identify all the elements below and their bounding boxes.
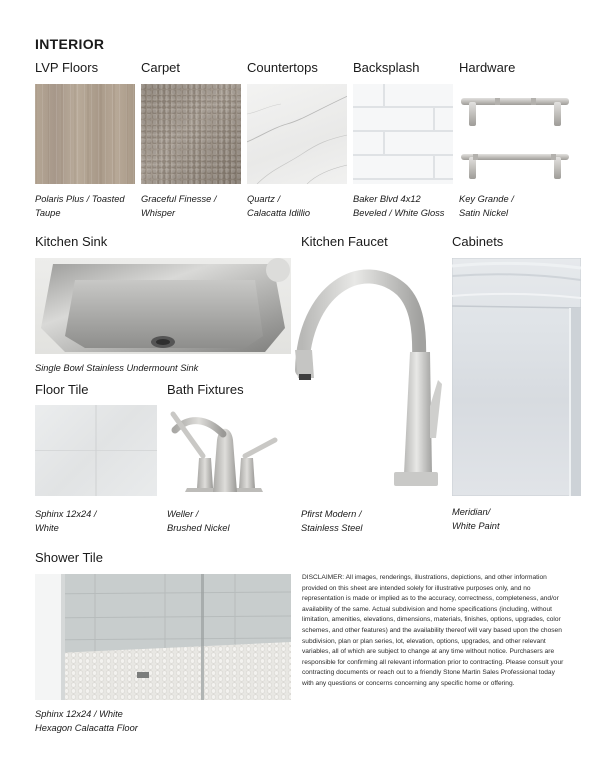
disclaimer-text: DISCLAIMER: All images, renderings, illustrations, depictions, and other information provided on this sheet are intended solely for illustrative purposes only, and no representation is made or implied as to the accuracy, correctness, completeness, and/or availability of the same. Actual subdivision and home specifications (including, without limitation, amenities, elevations, dimensions, materials, finishes, options, upgrades, color schemes, and other features) and the availability thereof will vary based upon the chosen subdivision, plan or plan series, lot, elevation, options, upgrades, and other relevant variables, all of which are subject to change at any time without notice. Purchasers are responsible for confirming all relevant information prior to contracting. Please consult your contracting documents or reach out to a friendly Stone Martin Sales Professional today with any questions or concerns concerning any specific home or offering. [302,574,564,687]
floor-tile-swatch [35,405,157,496]
kitchen-faucet-caption [301,508,363,535]
caption-line: Sphinx 12x24 / [35,509,97,519]
kitchen-faucet-image [292,260,444,496]
hardware-heading: Hardware [459,60,516,75]
caption-line: Stainless Steel [301,522,363,533]
shower-tile-image [35,574,291,700]
carpet-caption [141,193,216,220]
caption-line: Sphinx 12x24 / White [35,709,123,719]
caption-line: Meridian/ [452,507,491,517]
caption-line: Key Grande / [459,194,514,204]
caption-line: Beveled / White Gloss [353,207,445,218]
bath-fixtures-caption [167,508,230,535]
countertops-heading: Countertops [247,60,318,75]
shower-tile-heading: Shower Tile [35,550,103,565]
kitchen-faucet-heading: Kitchen Faucet [301,234,388,249]
caption-line: White Paint [452,520,500,531]
countertops-caption [247,193,310,220]
carpet-heading: Carpet [141,60,181,75]
caption-line: Weller / [167,509,199,519]
quartz-countertop-swatch [247,84,347,184]
backsplash-heading: Backsplash [353,60,420,75]
caption-line: Quartz / [247,194,281,204]
caption-line: Pfirst Modern / [301,509,362,519]
kitchen-sink-heading: Kitchen Sink [35,234,108,249]
backsplash-caption [353,193,444,220]
hardware-pulls-image [459,84,571,184]
cabinet-door-image [452,258,581,496]
caption-line: Taupe [35,207,61,218]
floor-tile-caption [35,508,97,535]
kitchen-sink-caption [35,362,198,376]
caption-line: Baker Blvd 4x12 [353,194,421,204]
caption-line: Calacatta Idillio [247,207,311,218]
caption-line: White [35,522,59,533]
caption-line: Single Bowl Stainless Undermount Sink [35,363,199,373]
caption-line: Hexagon Calacatta Floor [35,722,138,733]
shower-tile-caption [35,708,138,735]
caption-line: Brushed Nickel [167,522,230,533]
lvp-floors-caption [35,193,125,220]
cabinets-caption [452,506,500,533]
bath-faucet-image [167,400,279,496]
lvp-floor-swatch [35,84,135,184]
carpet-swatch [141,84,241,184]
kitchen-sink-image [35,258,291,354]
caption-line: Polaris Plus / Toasted [35,194,125,204]
floor-tile-heading: Floor Tile [35,382,89,397]
page-title: INTERIOR [35,36,105,52]
caption-line: Graceful Finesse / [141,194,217,204]
caption-line: Whisper [141,207,176,218]
backsplash-swatch [353,84,453,184]
cabinets-heading: Cabinets [452,234,504,249]
hardware-caption [459,193,514,220]
bath-fixtures-heading: Bath Fixtures [167,382,244,397]
lvp-floors-heading: LVP Floors [35,60,99,75]
caption-line: Satin Nickel [459,207,509,218]
